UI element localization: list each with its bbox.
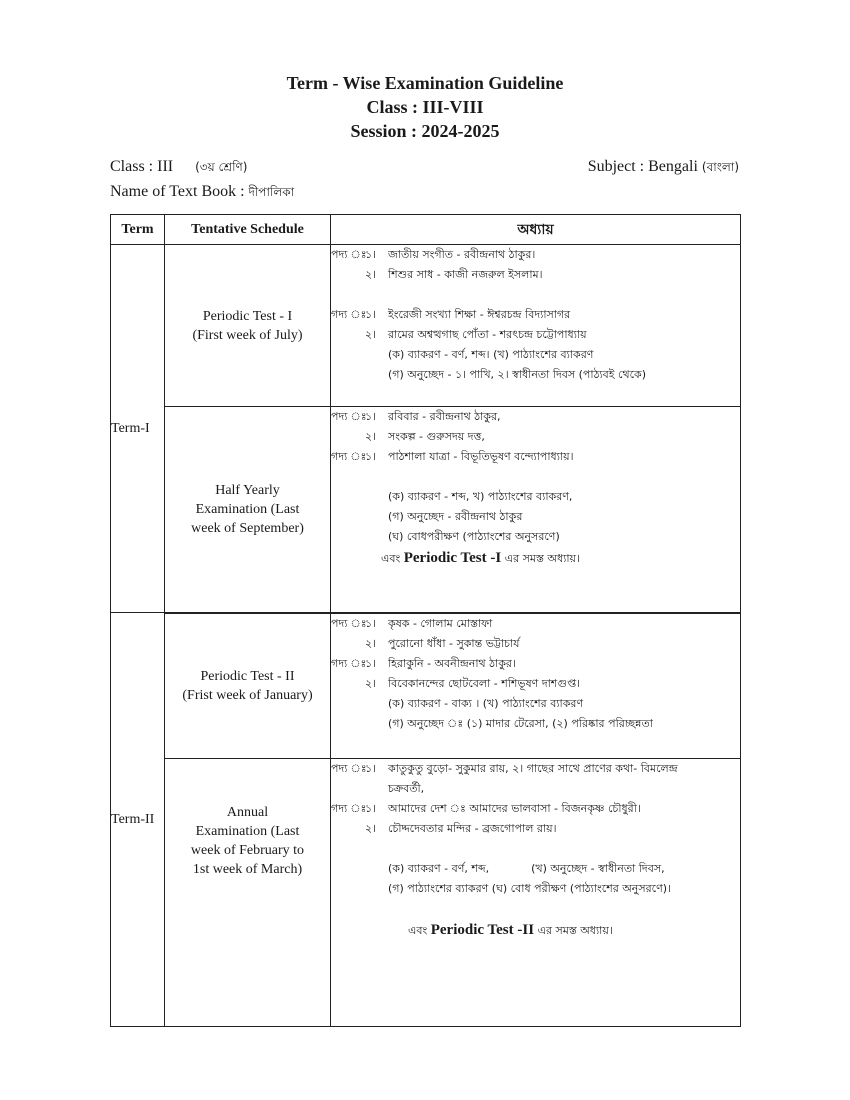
item-text: (ক) ব্যাকরণ - শব্দ, খ) পাঠ্যাংশের ব্যাকরণ, <box>388 490 573 503</box>
prose-tag: গদ্য ঃ <box>331 308 367 321</box>
list-item <box>331 759 740 779</box>
item-text: জাতীয় সংগীত - রবীন্দ্রনাথ ঠাকুর। <box>388 248 536 261</box>
chapters-periodic-test-1 <box>331 245 741 407</box>
chapters-annual <box>331 759 741 1027</box>
item-text: চক্রবর্তী, <box>388 782 425 795</box>
item-text: হিরাকুনি - অবনীন্দ্রনাথ ঠাকুর। <box>388 656 516 670</box>
schedule-line: Examination (Last <box>195 824 300 839</box>
note-bold: Periodic Test -I <box>403 550 502 566</box>
table-row <box>111 245 741 407</box>
class-range-heading: Class : III-VIII <box>366 97 484 117</box>
session-heading: Session : 2024-2025 <box>350 121 500 141</box>
schedule-line: Annual <box>226 805 269 820</box>
schedule-line: Periodic Test - I <box>202 308 293 324</box>
item-text: আমাদের দেশ ঃ আমাদের ভালবাসা - বিজনকৃষ্ণ চৌধুরী। <box>388 802 641 815</box>
item-text: (ঘ) বোধপরীক্ষণ (পাঠ্যাংশের অনুসরণে) <box>388 530 560 543</box>
schedule-table <box>110 214 741 1027</box>
list-item <box>331 407 740 427</box>
prose-tag: গদ্য ঃ <box>331 656 367 670</box>
item-text: (গ) অনুচ্ছেদ - ১। পাখি, ২। স্বাধীনতা দিবস (পাঠ্যবই থেকে) <box>388 368 646 381</box>
item-text: চৌদ্দদেবতার মন্দির - ব্রজগোপাল রায়। <box>388 822 557 835</box>
class-label: Class : III <box>110 158 174 175</box>
list-item <box>331 447 740 467</box>
table-header-row <box>111 215 741 245</box>
subject-info <box>588 157 739 177</box>
item-text: রবিবার - রবীন্দ্রনাথ ঠাকুর, <box>388 410 501 423</box>
item-text: ইংরেজী সংখ্যা শিক্ষা - ঈশ্বরচন্দ্র বিদ্যাসাগর <box>388 308 571 321</box>
schedule-periodic-test-2 <box>165 613 331 759</box>
schedule-annual <box>165 759 331 1027</box>
poem-tag: পদ্য ঃ <box>331 616 367 630</box>
item-text: কাতুকুতু বুড়ো- সুকুমার রায়, ২। গাছের সাথে প্রাণের কথা- বিমলেন্দ্র <box>388 762 678 775</box>
item-number: ২। <box>365 328 377 341</box>
header-term: Term <box>111 215 165 245</box>
poem-tag: পদ্য ঃ <box>331 762 367 775</box>
list-item <box>331 799 740 819</box>
header-chapters: অধ্যায় <box>331 215 741 245</box>
item-text: বিবেকানন্দের ছোটবেলা - শশিভূষণ দাশগুপ্ত। <box>388 676 581 690</box>
list-item <box>331 325 740 345</box>
item-text: পাঠশালা যাত্রা - বিভূতিভূষণ বন্দ্যোপাধ্যায়। <box>388 450 574 463</box>
list-item <box>331 859 740 879</box>
item-number: ২। <box>365 430 377 443</box>
schedule-periodic-test-1 <box>165 245 331 407</box>
textbook-label: Name of Text Book : <box>110 183 245 200</box>
textbook-name: দীপালিকা <box>248 185 295 199</box>
list-item <box>331 305 740 325</box>
item-text: (ক) ব্যাকরণ - বর্ণ, শব্দ। (খ) পাঠ্যাংশের ব্যাকরণ <box>388 348 594 361</box>
item-number: ১। <box>365 802 377 815</box>
note-bold: Periodic Test -II <box>430 922 535 938</box>
item-text: (ক) ব্যাকরণ - বাক্য । (খ) পাঠ্যাংশের ব্যাকরণ <box>388 696 584 710</box>
note-suffix: এর সমস্ত অধ্যায়। <box>504 552 580 565</box>
item-number: ১। <box>365 450 377 463</box>
list-item <box>331 265 740 285</box>
list-item <box>331 345 740 365</box>
all-chapters-note <box>331 547 740 570</box>
item-number: ১। <box>365 762 377 775</box>
list-item <box>331 714 740 734</box>
list-item <box>331 427 740 447</box>
subject-bengali-label: (বাংলা) <box>701 160 739 174</box>
schedule-line: (Frist week of January) <box>182 687 313 703</box>
item-number: ১। <box>365 616 377 630</box>
list-item <box>331 527 740 547</box>
term-1-cell: Term-I <box>111 245 165 613</box>
item-number: ১। <box>365 248 377 261</box>
list-item <box>331 614 740 634</box>
item-text: শিশুর সাধ - কাজী নজরুল ইসলাম। <box>388 268 543 281</box>
item-number: ১। <box>365 656 377 670</box>
header-schedule: Tentative Schedule <box>165 215 331 245</box>
prose-tag: গদ্য ঃ <box>331 802 367 815</box>
document-title: Term - Wise Examination Guideline <box>286 73 564 93</box>
subject-label: Subject : Bengali <box>587 158 698 175</box>
schedule-line: 1st week of March) <box>192 862 303 877</box>
item-number: ২। <box>365 636 377 650</box>
table-row <box>111 759 741 1027</box>
list-item <box>331 507 740 527</box>
chapters-periodic-test-2 <box>331 613 741 759</box>
schedule-line: Periodic Test - II <box>200 668 295 684</box>
note-prefix: এবং <box>381 552 401 565</box>
list-item <box>331 779 740 799</box>
item-text: (গ) পাঠ্যাংশের ব্যাকরণ (ঘ) বোধ পরীক্ষণ (পাঠ্যাংশের অনুসরণে)। <box>388 882 671 895</box>
list-item <box>331 819 740 839</box>
list-item <box>331 674 740 694</box>
table-row <box>111 407 741 613</box>
note-suffix: এর সমস্ত অধ্যায়। <box>537 924 613 937</box>
list-item <box>331 487 740 507</box>
schedule-line: week of September) <box>191 520 304 536</box>
item-number: ২। <box>365 268 377 281</box>
table-row <box>111 613 741 759</box>
item-text: রামের অশ্বত্থগাছ পোঁতা - শরৎচন্দ্র চট্টোপাধ্যায় <box>388 328 587 341</box>
poem-tag: পদ্য ঃ <box>331 248 367 261</box>
textbook-info <box>110 182 294 202</box>
schedule-line: Half Yearly <box>215 482 280 498</box>
schedule-line: (First week of July) <box>192 327 303 343</box>
list-item <box>331 365 740 385</box>
schedule-line: week of February to <box>190 843 305 858</box>
schedule-half-yearly <box>165 407 331 613</box>
schedule-line: Examination (Last <box>195 501 300 517</box>
chapters-half-yearly <box>331 407 741 613</box>
item-number: ২। <box>365 822 377 835</box>
all-chapters-note <box>331 919 740 942</box>
poem-tag: পদ্য ঃ <box>331 410 367 423</box>
item-text: (ক) ব্যাকরণ - বর্ণ, শব্দ, (খ) অনুচ্ছেদ - স্বাধীনতা দিবস, <box>388 862 665 875</box>
class-bengali-label: (৩য় শ্রেণি) <box>195 160 248 174</box>
list-item <box>331 879 740 899</box>
item-number: ১। <box>365 410 377 423</box>
item-text: কৃষক - গোলাম মোস্তাফা <box>388 616 493 630</box>
item-text: (গ) অনুচ্ছেদ - রবীন্দ্রনাথ ঠাকুর <box>388 510 523 523</box>
item-text: পুরোনো ধাঁধা - সুকান্ত ভট্টাচার্য <box>388 636 520 650</box>
item-text: সংকল্প - গুরুসদয় দত্ত, <box>388 430 485 443</box>
prose-tag: গদ্য ঃ <box>331 450 367 463</box>
term-2-cell: Term-II <box>111 613 165 1027</box>
list-item <box>331 245 740 265</box>
item-number: ১। <box>365 308 377 321</box>
item-number: ২। <box>365 676 377 690</box>
item-text: (গ) অনুচ্ছেদ ঃ (১) মাদার টেরেসা, (২) পরিষ্কার পরিচ্ছন্নতা <box>388 716 653 730</box>
class-info <box>110 157 247 177</box>
list-item <box>331 654 740 674</box>
note-prefix: এবং <box>408 924 428 937</box>
list-item <box>331 694 740 714</box>
list-item <box>331 634 740 654</box>
